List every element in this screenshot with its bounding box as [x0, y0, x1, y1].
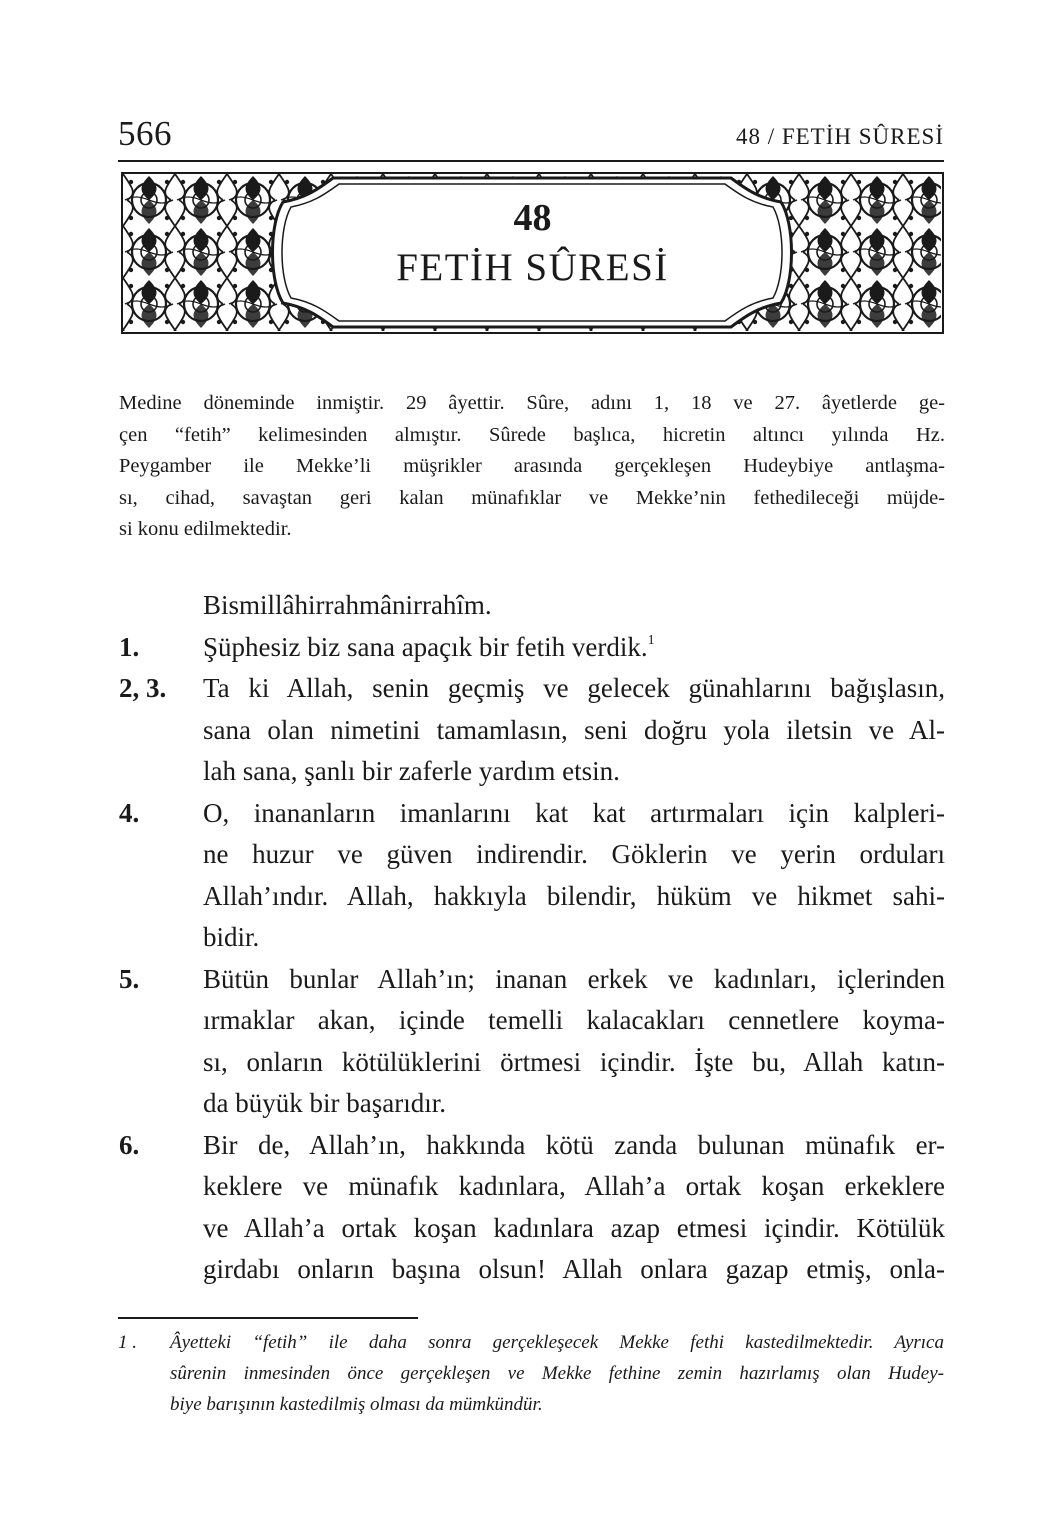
verse-number: 1.: [119, 631, 140, 662]
verse-line: sana olan nimetini tamamlasın, seni doğru yola iletsin ve Al-: [203, 714, 945, 745]
basmala: Bismillâhirrahmânirrahîm.: [203, 590, 492, 620]
verse-line: ne huzur ve güven indirendir. Göklerin ve yerin orduları: [203, 839, 945, 869]
verse-line: lah sana, şanlı bir zaferle yardım etsin.: [203, 756, 620, 786]
intro-line: Peygamber ile Mekke’li müşrikler arasında gerçekleşen Hudeybiye antlaşma-: [119, 455, 945, 477]
verse-1: [119, 627, 945, 669]
verse-line: ve Allah’a ortak koşan kadınlara azap etmesi içindir. Kötülük: [203, 1212, 945, 1243]
verse-number: 5.: [119, 963, 140, 994]
verse-2-3: [119, 668, 945, 793]
verse-number: 2, 3.: [119, 673, 167, 703]
footnote-line: biye barışının kastedilmiş olması da mümkündür.: [170, 1394, 543, 1415]
verse-line: Şüphesiz biz sana apaçık bir fetih verdik.$^1$: [203, 631, 655, 662]
page-number: 566: [118, 114, 172, 153]
verse-line: O, inananların imanlarını kat kat artırmaları için kalpleri-: [203, 797, 945, 828]
footnote-number: 1 .: [118, 1332, 137, 1353]
verse-number: 4.: [119, 797, 140, 828]
verse-line: Bir de, Allah’ın, hakkında kötü zanda bulunan münafık er-: [203, 1129, 945, 1160]
verse-4: [119, 793, 945, 959]
banner-title: [123, 196, 942, 296]
footnote-divider: [118, 1317, 418, 1319]
verse-line: Ta ki Allah, senin geçmiş ve gelecek günahlarını bağışlasın,: [203, 673, 945, 703]
verse-5: [119, 959, 945, 1125]
surah-number: 48: [513, 197, 552, 239]
intro-line: si konu edilmektedir.: [119, 518, 292, 540]
verse-line: girdabı onların başına olsun! Allah onlara gazap etmiş, onla-: [203, 1254, 945, 1284]
verse-number: 6.: [119, 1129, 140, 1160]
footnote-line: Âyetteki “fetih” ile daha sonra gerçekleşecek Mekke fethi kastedilmektedir. Ayrıca: [170, 1332, 944, 1353]
verse-line: bidir.: [203, 922, 260, 952]
surah-introduction: [119, 388, 945, 546]
footnote-text: [118, 1327, 944, 1420]
footnote-line: sûrenin inmesinden önce gerçekleşen ve Mekke fethine zemin hazırlamış olan Hudey-: [170, 1363, 944, 1384]
footnote-1: [118, 1327, 944, 1420]
surah-banner: [121, 172, 944, 334]
verse-line: Allah’ındır. Allah, hakkıyla bilendir, hüküm ve hikmet sahi-: [203, 880, 945, 911]
verse-line: da büyük bir başarıdır.: [203, 1088, 446, 1118]
verse-6: [119, 1125, 945, 1291]
surah-name: FETİH SÛRESİ: [396, 246, 669, 289]
page-header: [118, 112, 944, 162]
verse-line: Bütün bunlar Allah’ın; inanan erkek ve kadınları, içlerinden: [203, 963, 945, 994]
footnote-reference: 1: [647, 632, 655, 648]
verse-line: sı, onların kötülüklerini örtmesi içindir. İşte bu, Allah katın-: [203, 1046, 945, 1077]
verse-line: keklere ve münafık kadınlara, Allah’a ortak koşan erkeklere: [203, 1171, 945, 1201]
intro-line: sı, cihad, savaştan geri kalan münafıklar ve Mekke’nin fethedileceği müjde-: [119, 486, 945, 509]
running-head: 48 / FETİH SÛRESİ: [735, 124, 944, 149]
intro-line: Medine döneminde inmiştir. 29 âyettir. Sûre, adını 1, 18 ve 27. âyetlerde ge-: [119, 392, 945, 414]
intro-line: çen “fetih” kelimesinden almıştır. Sûrede başlıca, hicretin altıncı yılında Hz.: [119, 423, 945, 446]
verses-section: [119, 585, 945, 1291]
verse-line: ırmaklar akan, içinde temelli kalacakları cennetlere koyma-: [203, 1005, 945, 1035]
